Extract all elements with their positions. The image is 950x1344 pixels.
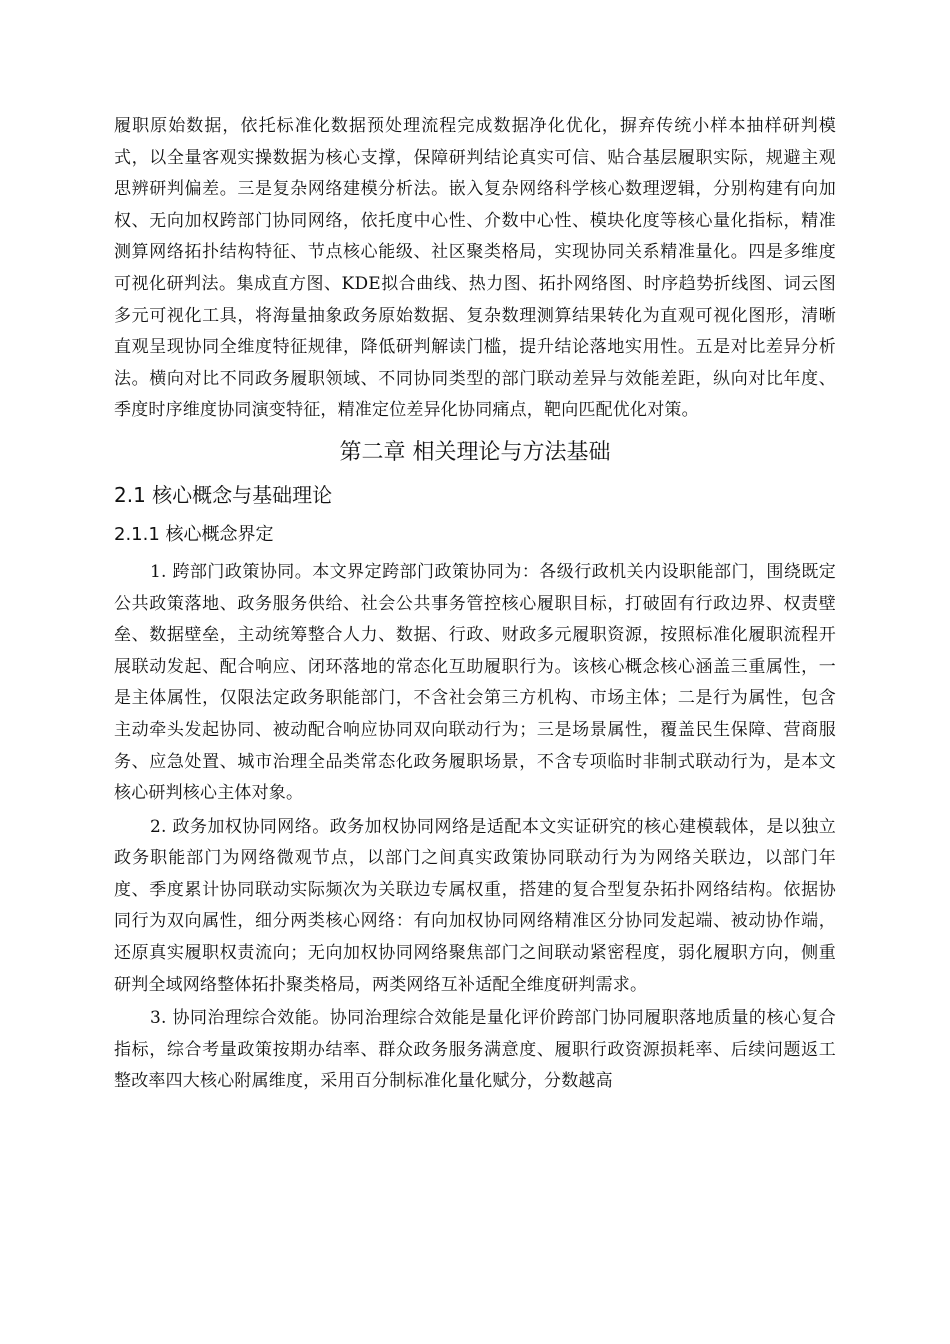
paragraph-weighted-network: 2. 政务加权协同网络。政务加权协同网络是适配本文实证研究的核心建模载体，是以独立政务职能部门为网络微观节点，以部门之间真实政策协同联动行为为网络关联边，以部门年度、季度累计协同联动实际频次为关联边专属权重，搭建的复合型复杂拓扑网络结构。依据协同行为双向属性，细分两类核心网络：有向加权协同网络精准区分协同发起端、被动协作端，还原真实履职权责流向；无向加权协同网络聚焦部门之间联动紧密程度，弱化履职方向，侧重研判全域网络整体拓扑聚类格局，两类网络互补适配全维度研判需求。: [114, 816, 836, 995]
document-page: [114, 111, 836, 1098]
subsection-title: 2.1.1 核心概念界定: [114, 523, 274, 545]
paragraph-cross-department-coordination: 1. 跨部门政策协同。本文界定跨部门政策协同为：各级行政机关内设职能部门，围绕既定公共政策落地、政务服务供给、社会公共事务管控核心履职目标，打破固有行政边界、权责壁垒、数据壁垒，主动统筹整合人力、数据、行政、财政多元履职资源，按照标准化履职流程开展联动发起、配合响应、闭环落地的常态化互助履职行为。该核心概念核心涵盖三重属性，一是主体属性，仅限法定政务职能部门，不含社会第三方机构、市场主体；二是行为属性，包含主动牵头发起协同、被动配合响应协同双向联动行为；三是场景属性，覆盖民生保障、营商服务、应急处置、城市治理全品类常态化政务履职场景，不含专项临时非制式联动行为，是本文核心研判核心主体对象。: [114, 561, 836, 804]
intro-paragraph: 履职原始数据，依托标准化数据预处理流程完成数据净化优化，摒弃传统小样本抽样研判模式，以全量客观实操数据为核心支撑，保障研判结论真实可信、贴合基层履职实际，规避主观思辨研判偏差。三是复杂网络建模分析法。嵌入复杂网络科学核心数理逻辑，分别构建有向加权、无向加权跨部门协同网络，依托度中心性、介数中心性、模块化度等核心量化指标，精准测算网络拓扑结构特征、节点核心能级、社区聚类格局，实现协同关系精准量化。四是多维度可视化研判法。集成直方图、KDE拟合曲线、热力图、拓扑网络图、时序趋势折线图、词云图多元可视化工具，将海量抽象政务原始数据、复杂数理测算结果转化为直观可视化图形，清晰直观呈现协同全维度特征规律，降低研判解读门槛，提升结论落地实用性。五是对比差异分析法。横向对比不同政务履职领域、不同协同类型的部门联动差异与效能差距，纵向对比年度、季度时序维度协同演变特征，精准定位差异化协同痛点，靶向匹配优化对策。: [114, 116, 836, 421]
chapter-title: 第二章 相关理论与方法基础: [339, 439, 611, 465]
section-title: 2.1 核心概念与基础理论: [114, 482, 333, 507]
paragraph-governance-efficiency: 3. 协同治理综合效能。协同治理综合效能是量化评价跨部门协同履职落地质量的核心复合指标，综合考量政策按期办结率、群众政务服务满意度、履职行政资源损耗率、后续问题返工整改率四大核心附属维度，采用百分制标准化量化赋分，分数越高: [114, 1008, 836, 1092]
